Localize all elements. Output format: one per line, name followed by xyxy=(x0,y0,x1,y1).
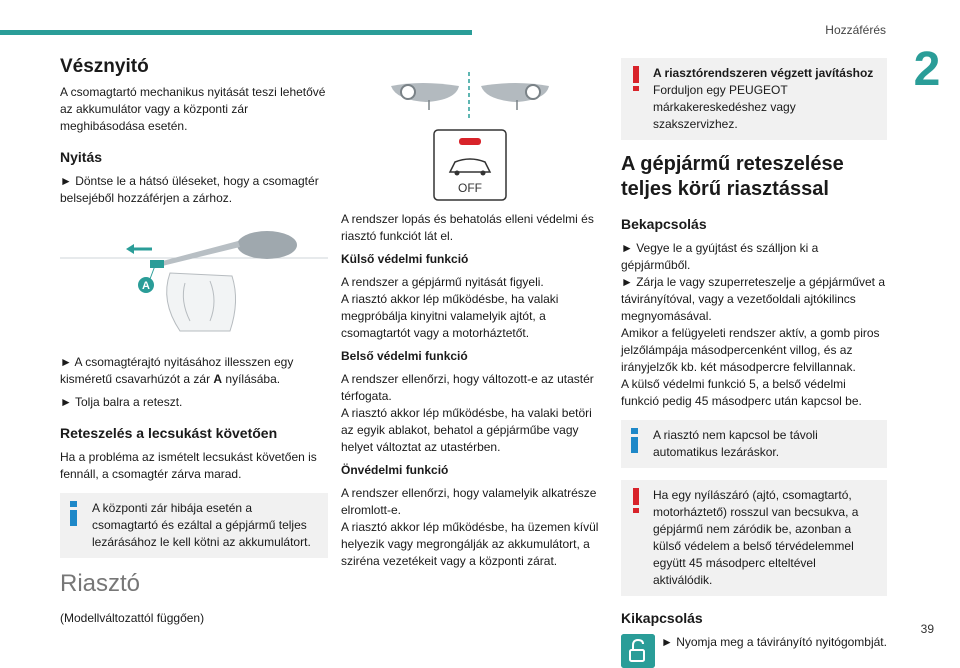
exterior-text-1: A rendszer a gépjármű nyitását figyeli. xyxy=(341,275,544,289)
warning-icon xyxy=(633,488,639,514)
screwdriver-shaft-icon xyxy=(155,241,240,267)
section-header: Hozzáférés xyxy=(825,23,886,37)
page-number: 39 xyxy=(920,622,934,636)
chapter-number: 2 xyxy=(894,36,960,104)
svg-text:A: A xyxy=(142,280,150,292)
activation-step-2: ► Zárja le vagy szuperreteszelje a gépjárművet a távirányítóval, vagy a vezetőoldali ajtókilincs megnyomásával. xyxy=(621,275,885,323)
alarm-intro: A rendszer lopás és behatolás elleni védelmi és riasztó funkciót lát el. xyxy=(341,212,594,243)
interior-text-1: A rendszer ellenőrzi, hogy változott-e az utastér térfogata. xyxy=(341,372,594,403)
step-insert-screwdriver: ► A csomagtérajtó nyitásához illesszen egy kisméretű csavarhúzót a zár A nyílásába. xyxy=(60,355,294,386)
activation-text: Amikor a felügyeleti rendszer aktív, a gomb piros jelzőlámpája másodpercenként villog, és az irányjelzők kb. két másodpercre felvillannak. xyxy=(621,326,880,374)
exterior-protection-heading: Külső védelmi funkció xyxy=(341,252,469,266)
activation-text-2: A külső védelmi funkció 5, a belső védelmi funkció pedig 45 másodperc után kapcsol be. xyxy=(621,377,862,408)
interior-text-2: A riasztó akkor lép működésbe, ha valaki betöri az egyik ablakot, behatol a gépjárműbe vagy helyet változtat az utastérben. xyxy=(341,406,592,454)
relock-text: Ha a probléma az ismételt lecsukást követően is fennáll, a csomagtér zárva marad. xyxy=(60,450,317,481)
self-text-1: A rendszer ellenőrzi, hogy valamelyik alkatrésze elromlott-e. xyxy=(341,486,597,517)
activation-heading: Bekapcsolás xyxy=(621,216,707,232)
deactivation-step-row xyxy=(621,634,887,668)
interior-protection-heading: Belső védelmi funkció xyxy=(341,349,468,363)
screwdriver-handle-icon xyxy=(237,231,297,259)
column-1 xyxy=(60,56,328,633)
full-alarm-locking-title: A gépjármű reteszelése teljes körű riasztással xyxy=(621,153,844,200)
opening-heading: Nyitás xyxy=(60,149,103,165)
exterior-text-2: A riasztó akkor lép működésbe, ha valaki megpróbálja kinyitni valamelyik ajtót, a csomagtartót vagy a motorháztetőt. xyxy=(341,292,559,340)
warning-box-repairs: A riasztórendszeren végzett javításhoz Forduljon egy PEUGEOT márkakereskedéshez vagy szakszervizhez. xyxy=(621,58,887,140)
alarm-subtitle: (Modellváltozattól függően) xyxy=(60,611,205,625)
trunk-lock-illustration xyxy=(60,221,328,341)
info-box-remote-lock: A riasztó nem kapcsol be távoli automatikus lezáráskor. xyxy=(621,420,887,468)
arrow-left-icon xyxy=(126,244,134,254)
column-2 xyxy=(341,72,607,644)
activation-step-1: ► Vegye le a gyújtást és szálljon ki a gépjárműből. xyxy=(621,241,819,272)
emergency-release-intro: A csomagtartó mechanikus nyitását teszi lehetővé az akkumulátor vagy a központi zár meghibásodása esetén. xyxy=(60,85,326,133)
top-accent-bar xyxy=(0,30,472,35)
unlock-remote-icon xyxy=(621,634,655,668)
info-icon xyxy=(70,501,77,526)
svg-text:OFF: OFF xyxy=(458,181,482,195)
opening-text: ► Döntse le a hátsó üléseket, hogy a csomagtér belsejéből hozzáférjen a zárhoz. xyxy=(60,174,319,205)
warning-box-open-door: Ha egy nyílászáró (ajtó, csomagtartó, motorháztető) rosszul van becsukva, a gépjármű nem záródik be, azonban a külső védelem a belső térvédelemmel együtt 45 másodperc elteltével aktiválódik. xyxy=(621,480,887,596)
alarm-led-icon xyxy=(459,138,481,145)
info-icon xyxy=(631,428,638,453)
deactivation-step: ► Nyomja meg a távirányító nyitógombját. xyxy=(661,635,887,649)
self-text-2: A riasztó akkor lép működésbe, ha üzemen kívül helyezik vagy megrongálják az akkumulátort, a sziréna vezetékeit vagy a központi zárat. xyxy=(341,520,599,568)
alarm-title: Riasztó xyxy=(60,570,141,597)
relock-heading: Reteszelés a lecsukást követően xyxy=(60,425,278,441)
warning-icon xyxy=(633,66,639,92)
step-push-latch: ► Tolja balra a reteszt. xyxy=(60,395,183,409)
deactivation-heading: Kikapcsolás xyxy=(621,610,703,626)
self-protection-heading: Önvédelmi funkció xyxy=(341,463,449,477)
column-3 xyxy=(621,56,887,668)
info-box-battery: A központi zár hibája esetén a csomagtartó és ezáltal a gépjármű teljes lezárásához le kell kötni az akkumulátort. xyxy=(60,493,328,558)
emergency-release-title: Vésznyitó xyxy=(60,56,149,77)
